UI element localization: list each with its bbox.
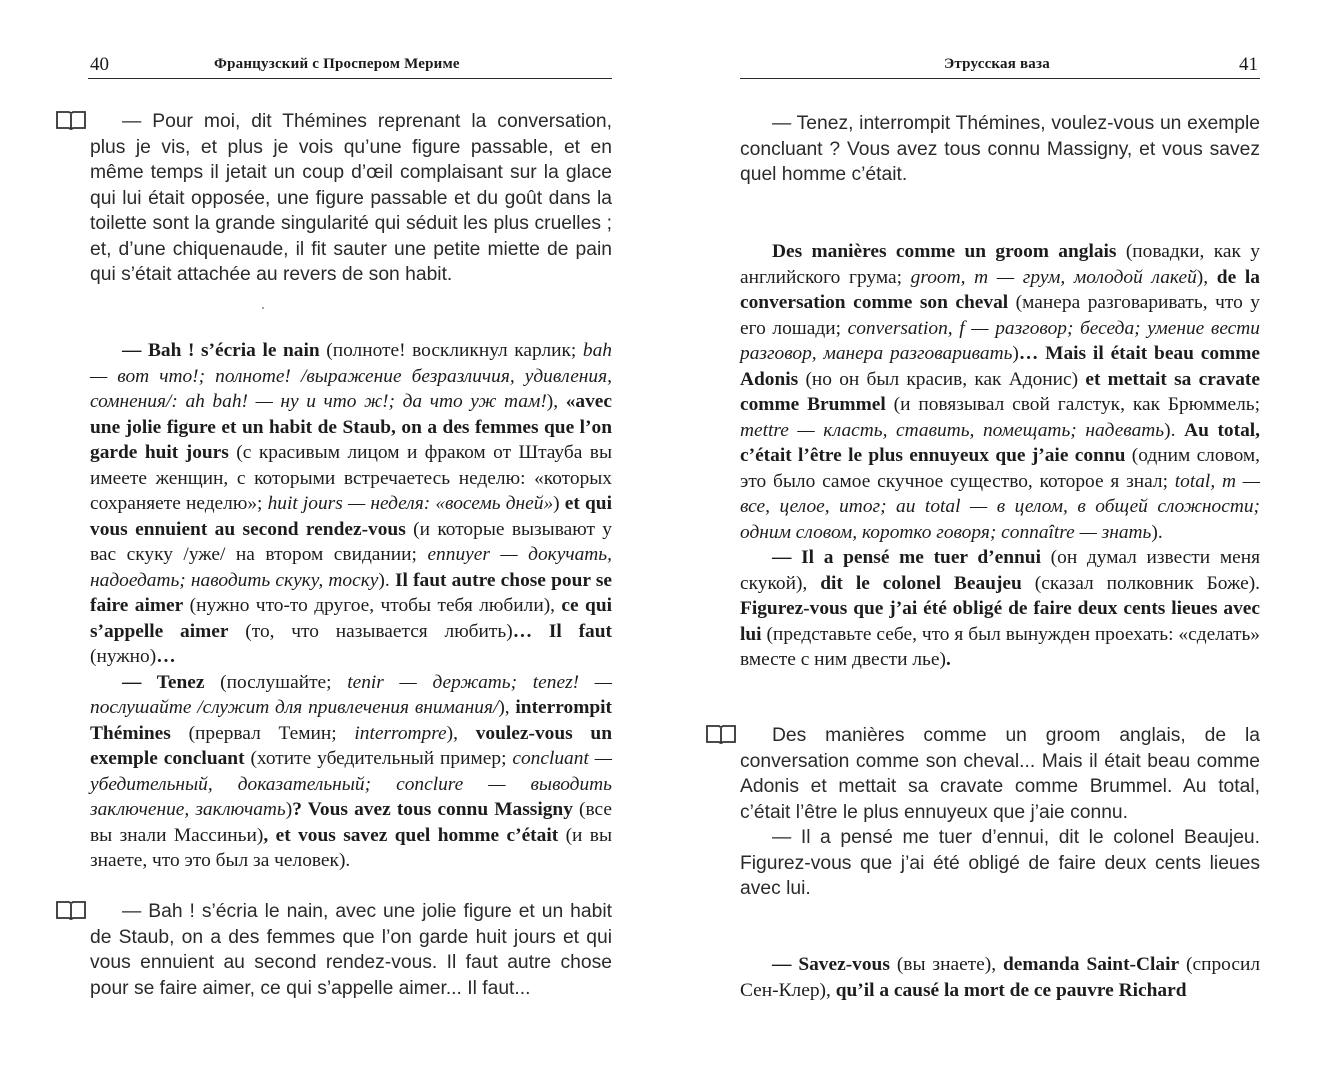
paragraph: — Tenez, interrompit Thémines, voulez-vous un exemple concluant ? Vous avez tous connu Massigny, et vous savez quel homme c’était. bbox=[740, 113, 1260, 185]
original-text-block bbox=[740, 723, 1260, 902]
stray-dot bbox=[262, 307, 264, 309]
commentary-paragraph: — Tenez (послушайте; tenir — держать; tenez! — послушайте /служит для привлечения внимания/), interrompit Thémines (прервал Темин; interrompre), voulez-vous un exemple concluant (хотите убедительный пример; concluant — убедительный, доказательный; conclure — выводить заключение, заключать)? Vous avez tous connu Massigny (все вы знали Массиньи), et vous savez quel homme c’était (и вы знаете, что это был за человек). bbox=[90, 671, 612, 871]
page-header-right bbox=[740, 52, 1260, 79]
running-title: Этрусская ваза bbox=[944, 56, 1050, 72]
page-header-left bbox=[88, 52, 612, 79]
commentary-paragraph: — Savez-vous (вы знаете), demanda Saint-Clair (спросил Сен-Клер), qu’il a causé la mort de ce pauvre Richard bbox=[740, 954, 1261, 1001]
commentary-block bbox=[740, 239, 1260, 673]
commentary-paragraph: — Il a pensé me tuer d’ennui (он думал извести меня скукой), dit le colonel Beaujeu (сказал полковник Боже). Figurez-vous que j’ai été obligé de faire deux cents lieues avec lui (представьте себе, что я был вынужден проехать: «сделать» вместе с ним двести лье). bbox=[740, 547, 1260, 670]
paragraph: — Pour moi, dit Thémines reprenant la conversation, plus je vis, et plus je vois qu’une figure passable, et en même temps il jetait un coup d’œil complaisant sur la glace qui lui était opposée, une figure passable et du goût dans la toilette sont la grande singularité qui séduit les plus cruelles ; et, d’une chiquenaude, il fit sauter une petite miette de pain qui s’était attachée au revers de son habit. bbox=[90, 111, 612, 285]
commentary-block bbox=[740, 952, 1260, 1003]
original-text-block bbox=[740, 111, 1260, 188]
page-number: 40 bbox=[90, 54, 109, 75]
page-number: 41 bbox=[1239, 54, 1258, 75]
commentary-block bbox=[90, 338, 612, 874]
original-text-block bbox=[90, 109, 612, 288]
open-book-icon bbox=[55, 109, 87, 131]
paragraph: — Bah ! s’écria le nain, avec une jolie figure et un habit de Staub, on a des femmes que l’on garde huit jours et qui vous ennuient au second rendez-vous. Il faut autre chose pour se faire aimer, ce qui s’appelle aimer... Il faut... bbox=[90, 901, 612, 999]
paragraph: Des manières comme un groom anglais, de la conversation comme son cheval... Mais il était beau comme Adonis et mettait sa cravate comme Brummel. Au total, c’était l’être le plus ennuyeux que j’aie connu. bbox=[740, 725, 1260, 823]
running-title: Французский с Проспером Мериме bbox=[214, 56, 460, 72]
original-text-block bbox=[90, 899, 612, 1001]
left-page bbox=[0, 0, 660, 1080]
paragraph: — Il a pensé me tuer d’ennui, dit le colonel Beaujeu. Figurez-vous que j’ai été obligé de faire deux cents lieues avec lui. bbox=[740, 827, 1260, 899]
open-book-icon bbox=[55, 899, 87, 921]
commentary-paragraph: — Bah ! s’écria le nain (полноте! воскликнул карлик; bah — вот что!; полноте! /выражение безразличия, удивления, сомнения/: ah bah! — ну и что ж!; да что уж там!), «avec une jolie figure et un habit de Staub, on a des femmes que l’on garde huit jours (с красивым лицом и фраком от Штауба вы имеете женщин, с которыми встречаетесь неделю: «которых сохраняете неделю»; huit jours — неделя: «восемь дней») et qui vous ennuient au second rendez-vous (и которые вызывают у вас скуку /уже/ на втором свидании; ennuyer — докучать, надоедать; наводить скуку, тоску). Il faut autre chose pour se faire aimer (нужно что-то другое, чтобы тебя любили), ce qui s’appelle aimer (то, что называется любить)… Il faut (нужно)… bbox=[90, 340, 612, 667]
commentary-paragraph: Des manières comme un groom anglais (повадки, как у английского грума; groom, m — грум, молодой лакей), de la conversation comme son cheval (манера разговаривать, что у его лошади; conversation, f — разговор; беседа; умение вести разговор, манера разговаривать)… Mais il était beau comme Adonis (но он был красив, как Адонис) et mettait sa cravate comme Brummel (и повязывал свой галстук, как Брюммель; mettre — класть, ставить, помещать; надевать). Au total, c’était l’être le plus ennuyeux que j’aie connu (одним словом, это было самое скучное существо, которое я знал; total, m — все, целое, итог; au total — в целом, в общей сложности; одним словом, коротко говоря; connaître — знать). bbox=[740, 241, 1261, 543]
open-book-icon bbox=[705, 723, 737, 745]
right-page bbox=[660, 0, 1321, 1080]
